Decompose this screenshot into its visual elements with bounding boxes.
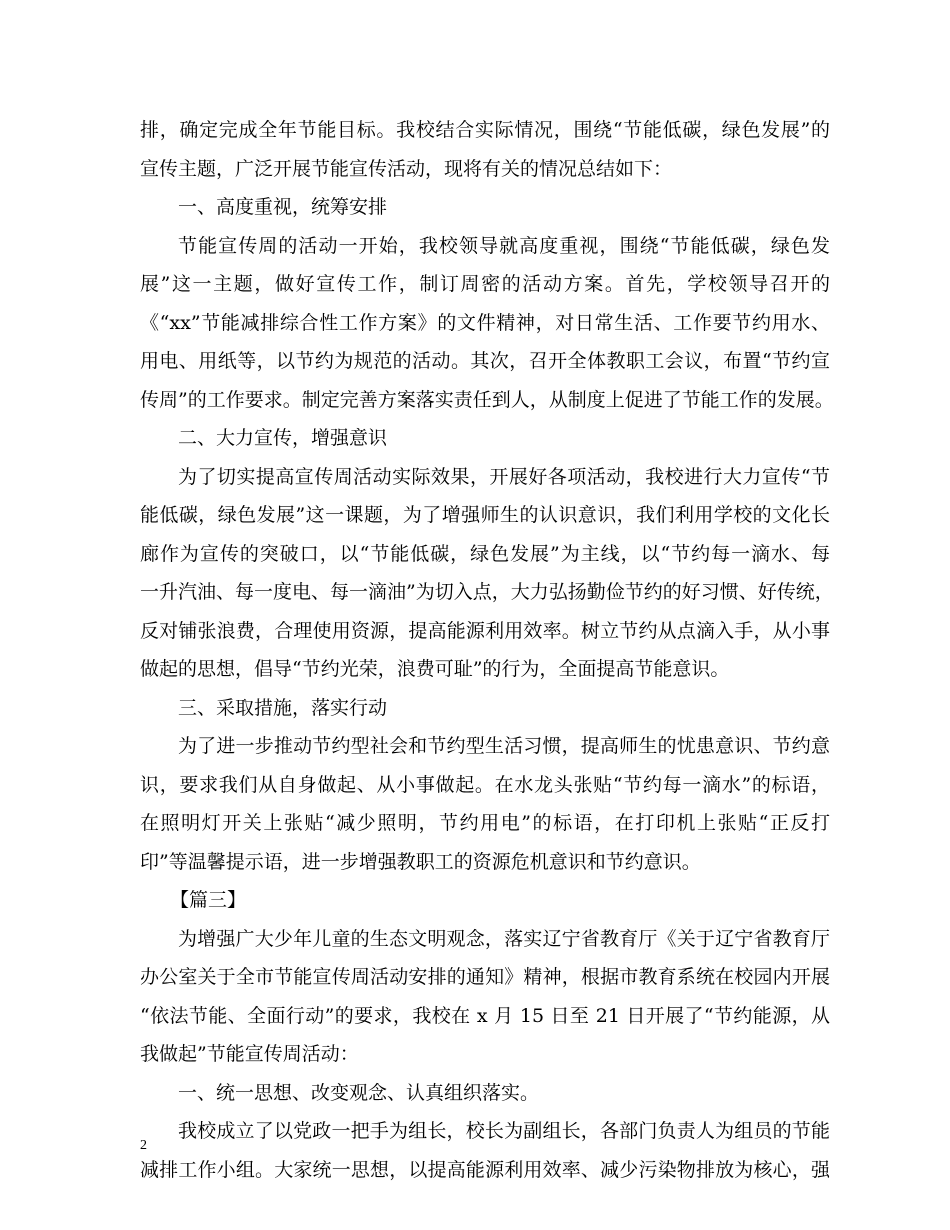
paragraph-line: 为增强广大少年儿童的生态文明观念，落实辽宁省教育厅《关于辽宁省教育厅 [178, 928, 830, 950]
paragraph-line: 做起的思想，倡导“节约光荣，浪费可耻”的行为，全面提高节能意识。 [140, 658, 730, 680]
paragraph-line: 一升汽油、每一度电、每一滴油”为切入点，大力弘扬勤俭节约的好习惯、好传统， [140, 581, 834, 603]
paragraph-line: 为了进一步推动节约型社会和节约型生活习惯，提高师生的忧患意识、节约意 [178, 735, 830, 757]
paragraph-line: 展”这一主题，做好宣传工作，制订周密的活动方案。首先，学校领导召开的 [140, 273, 830, 295]
paragraph-line: 办公室关于全市节能宣传周活动安排的通知》精神，根据市教育系统在校园内开展 [140, 966, 830, 988]
section-heading: 二、大力宣传，增强意识 [178, 427, 388, 449]
paragraph-line: 用电、用纸等，以节约为规范的活动。其次，召开全体教职工会议，布置“节约宣 [140, 350, 830, 372]
section-heading: 一、统一思想、改变观念、认真组织落实。 [178, 1082, 540, 1104]
paragraph-line: 在照明灯开关上张贴“减少照明，节约用电”的标语，在打印机上张贴“正反打 [140, 812, 830, 834]
section-heading: 一、高度重视，统筹安排 [178, 196, 388, 218]
part-heading: 【篇三】 [170, 889, 247, 911]
paragraph-line: 我做起”节能宣传周活动： [140, 1043, 359, 1065]
paragraph-line: 排，确定完成全年节能目标。我校结合实际情况，围绕“节能低碳，绿色发展”的 [140, 119, 830, 141]
paragraph-line: 能低碳，绿色发展”这一课题，为了增强师生的认识意识，我们利用学校的文化长 [140, 504, 830, 526]
paragraph-line: 宣传主题，广泛开展节能宣传活动，现将有关的情况总结如下： [140, 158, 673, 180]
paragraph-line: 《“xx”节能减排综合性工作方案》的文件精神，对日常生活、工作要节约用水、 [140, 312, 830, 334]
paragraph-line: 为了切实提高宣传周活动实际效果，开展好各项活动，我校进行大力宣传“节 [178, 466, 830, 488]
paragraph-line: 反对铺张浪费，合理使用资源，提高能源利用效率。树立节约从点滴入手，从小事 [140, 620, 830, 642]
paragraph-line: 节能宣传周的活动一开始，我校领导就高度重视，围绕“节能低碳，绿色发 [178, 235, 830, 257]
paragraph-line: 减排工作小组。大家统一思想，以提高能源利用效率、减少污染物排放为核心，强 [140, 1159, 830, 1181]
section-heading: 三、采取措施，落实行动 [178, 697, 388, 719]
paragraph-line: 印”等温馨提示语，进一步增强教职工的资源危机意识和节约意识。 [140, 851, 701, 873]
paragraph-line: 传周”的工作要求。制定完善方案落实责任到人，从制度上促进了节能工作的发展。 [140, 389, 834, 411]
paragraph-line: 我校成立了以党政一把手为组长，校长为副组长，各部门负责人为组员的节能 [178, 1120, 830, 1142]
paragraph-line: “依法节能、全面行动”的要求，我校在 x 月 15 日至 21 日开展了“节约能源，从 [140, 1005, 830, 1027]
page-number: 2 [140, 1138, 147, 1153]
paragraph-line: 识，要求我们从自身做起、从小事做起。在水龙头张贴“节约每一滴水”的标语， [140, 774, 830, 796]
paragraph-line: 廊作为宣传的突破口，以“节能低碳，绿色发展”为主线，以“节约每一滴水、每 [140, 543, 830, 565]
